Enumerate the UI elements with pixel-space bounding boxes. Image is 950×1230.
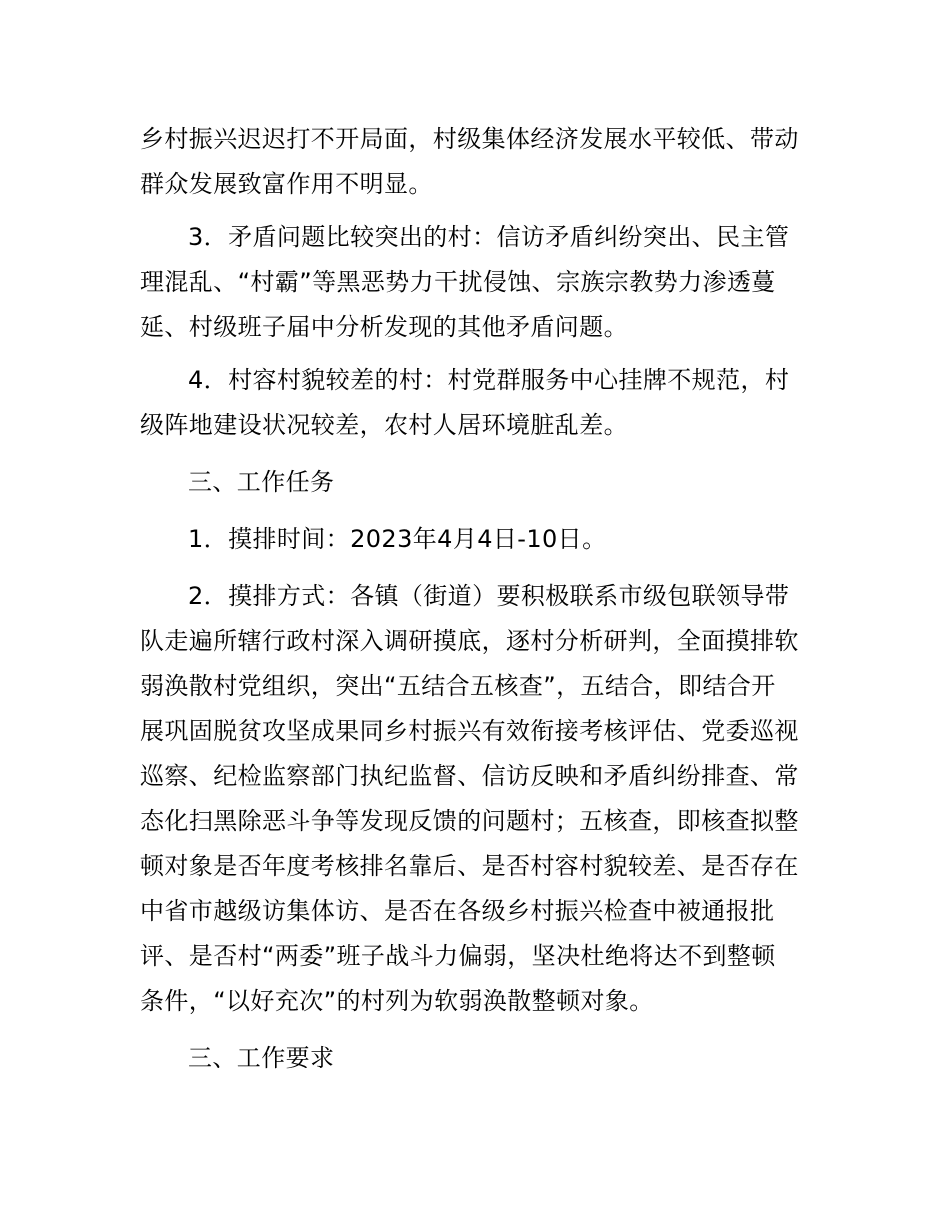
text-line: 延、村级班子届中分析发现的其他矛盾问题。 xyxy=(140,313,628,341)
text-line: 乡村振兴迟迟打不开局面，村级集体经济发展水平较低、带动 xyxy=(140,125,799,153)
text-line: 顿对象是否年度考核排名靠后、是否村容村貌较差、是否存在 xyxy=(140,852,799,880)
section-heading-requirements xyxy=(140,1036,812,1081)
text-line: 队走遍所辖行政村深入调研摸底，逐村分析研判，全面摸排软 xyxy=(140,627,799,655)
text-line: 4．村容村貌较差的村：村党群服务中心挂牌不规范，村 xyxy=(188,366,790,394)
text-line: 群众发展致富作用不明显。 xyxy=(140,170,433,198)
paragraph-task-1 xyxy=(140,517,812,562)
paragraph-item-4 xyxy=(140,358,812,448)
text-line: 评、是否村“两委”班子战斗力偏弱，坚决杜绝将达不到整顿 xyxy=(140,942,776,970)
text-line: 态化扫黑除恶斗争等发现反馈的问题村；五核查，即核查拟整 xyxy=(140,807,799,835)
text-line: 展巩固脱贫攻坚成果同乡村振兴有效衔接考核评估、党委巡视 xyxy=(140,717,799,745)
text-line: 弱涣散村党组织，突出“五结合五核查”，五结合，即结合开 xyxy=(140,672,776,700)
text-line: 三、工作要求 xyxy=(188,1044,335,1072)
paragraph-item-3 xyxy=(140,215,812,350)
text-line: 3．矛盾问题比较突出的村：信访矛盾纠纷突出、民主管 xyxy=(188,223,790,251)
paragraph-continuation xyxy=(140,117,812,207)
text-line: 2．摸排方式：各镇（街道）要积极联系市级包联领导带 xyxy=(188,582,790,610)
text-line: 1．摸排时间：2023年4月4日-10日。 xyxy=(188,525,607,553)
text-line: 理混乱、“村霸”等黑恶势力干扰侵蚀、宗族宗教势力渗透蔓 xyxy=(140,268,776,296)
text-line: 级阵地建设状况较差，农村人居环境脏乱差。 xyxy=(140,411,628,439)
document-page xyxy=(140,117,812,1081)
text-line: 三、工作任务 xyxy=(188,468,335,496)
text-line: 巡察、纪检监察部门执纪监督、信访反映和矛盾纠纷排查、常 xyxy=(140,762,799,790)
text-line: 中省市越级访集体访、是否在各级乡村振兴检查中被通报批 xyxy=(140,897,775,925)
section-heading-tasks xyxy=(140,460,812,505)
text-line: 条件，“以好充次”的村列为软弱涣散整顿对象。 xyxy=(140,987,654,1015)
paragraph-task-2 xyxy=(140,574,812,1024)
